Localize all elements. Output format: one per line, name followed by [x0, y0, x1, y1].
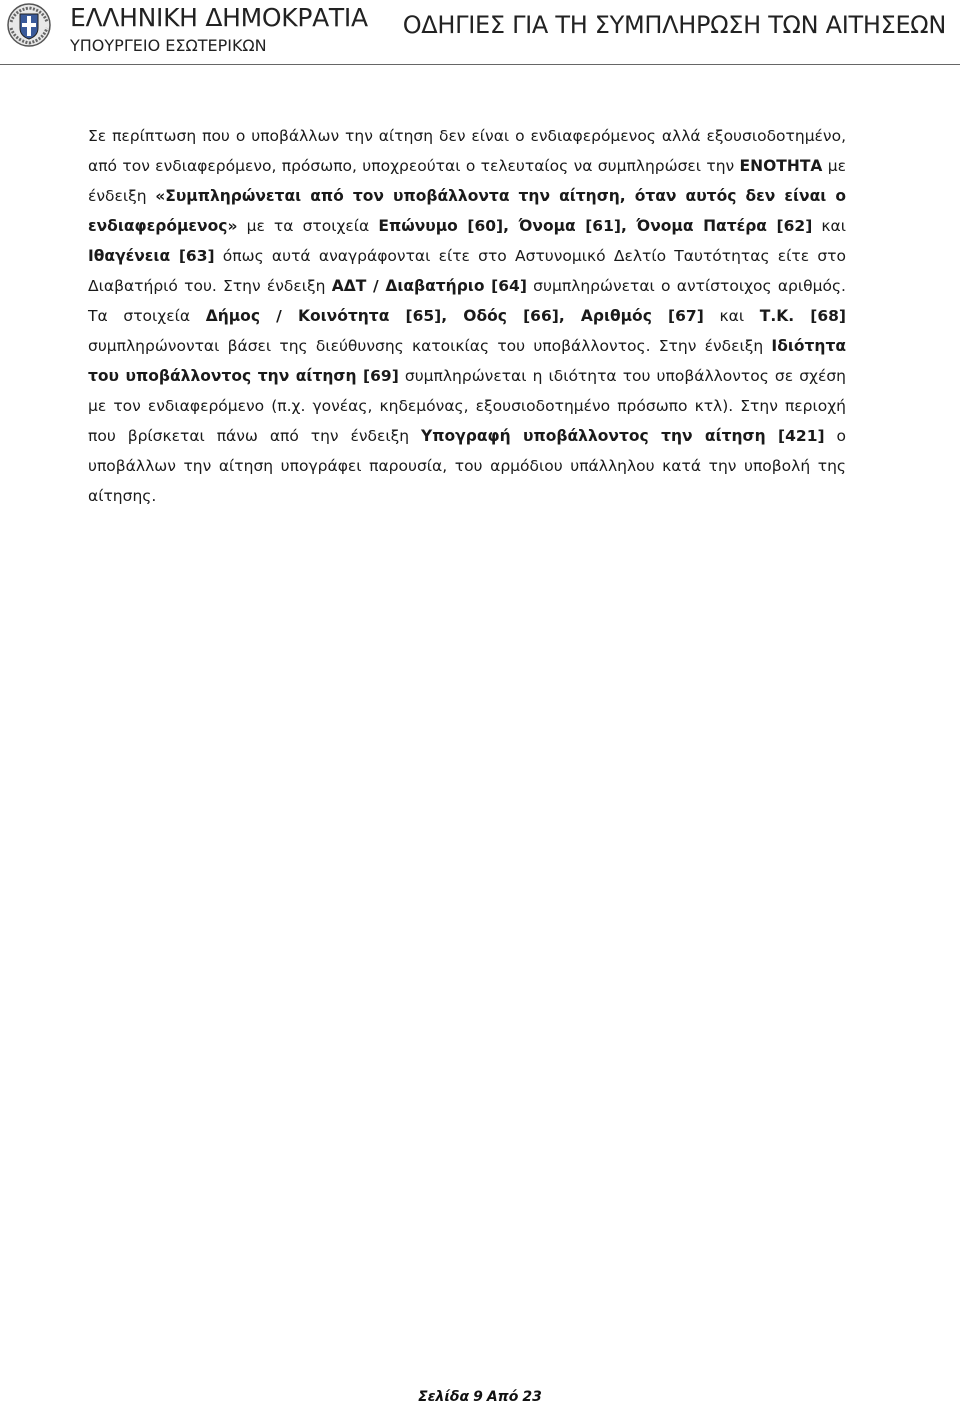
text-run: με τα στοιχεία: [237, 217, 379, 235]
total-pages: 23: [522, 1389, 542, 1405]
bold-term: Ιδιότητα του υποβάλλοντος την αίτηση [69]: [88, 337, 846, 385]
greek-coat-of-arms-icon: [6, 2, 52, 48]
text-run: όπως αυτά αναγράφονται είτε στο Αστυνομικό Δελτίο Ταυτότητας είτε στο Διαβατήριό του. Στην ένδειξη: [88, 247, 846, 295]
page-header: [0, 0, 960, 66]
bold-term: Ιθαγένεια [63]: [88, 247, 215, 265]
text-run: με ένδειξη: [88, 157, 846, 205]
bold-term: Επώνυμο [60], Όνομα [61], Όνομα Πατέρα [62]: [378, 217, 813, 235]
instructions-paragraph: [88, 121, 846, 511]
text-run: συμπληρώνεται ο αντίστοιχος αριθμός. Τα στοιχεία: [88, 277, 846, 325]
text-run: ο υποβάλλων την αίτηση υπογράφει παρουσία, του αρμόδιου υπάλληλου κατά την υποβολή της αίτησης.: [88, 427, 846, 505]
bold-term: «Συμπληρώνεται από τον υποβάλλοντα την αίτηση, όταν αυτός δεν είναι ο ενδιαφερόμενος»: [88, 187, 846, 235]
bold-term: Τ.Κ. [68]: [759, 307, 846, 325]
of-word: Από: [486, 1389, 519, 1405]
bold-term: ΕΝΟΤΗΤΑ: [739, 157, 823, 175]
ministry-name: ΥΠΟΥΡΓΕΙΟ ΕΣΩΤΕΡΙΚΩΝ: [70, 36, 267, 55]
page-word: Σελίδα: [418, 1389, 470, 1405]
header-divider: [0, 64, 960, 65]
page-number: 9: [473, 1389, 483, 1405]
text-run: συμπληρώνεται η ιδιότητα του υποβάλλοντος σε σχέση με τον ενδιαφερόμενο (π.χ. γονέας, κηδεμόνας, εξουσιοδοτημένο πρόσωπο κτλ). Στην περιοχή που βρίσκεται πάνω από την ένδειξη: [88, 367, 846, 445]
text-run: συμπληρώνονται βάσει της διεύθυνσης κατοικίας του υποβάλλοντος. Στην ένδειξη: [88, 337, 772, 355]
page-footer: [0, 1389, 960, 1405]
document-title: ΟΔΗΓΙΕΣ ΓΙΑ ΤΗ ΣΥΜΠΛΗΡΩΣΗ ΤΩΝ ΑΙΤΗΣΕΩΝ: [402, 11, 946, 39]
bold-term: ΑΔΤ / Διαβατήριο [64]: [331, 277, 527, 295]
text-run: Σε περίπτωση που ο υποβάλλων την αίτηση δεν είναι ο ενδιαφερόμενος αλλά εξουσιοδοτημένο, από τον ενδιαφερόμενο, πρόσωπο, υποχρεούται ο τελευταίος να συμπληρώσει την: [88, 127, 846, 175]
bold-term: Υπογραφή υποβάλλοντος την αίτηση [421]: [421, 427, 825, 445]
country-title: ΕΛΛΗΝΙΚΗ ΔΗΜΟΚΡΑΤΙΑ: [70, 3, 368, 32]
bold-term: Δήμος / Κοινότητα [65], Οδός [66], Αριθμός [67]: [205, 307, 704, 325]
text-run: και: [812, 217, 846, 235]
text-run: και: [703, 307, 760, 325]
